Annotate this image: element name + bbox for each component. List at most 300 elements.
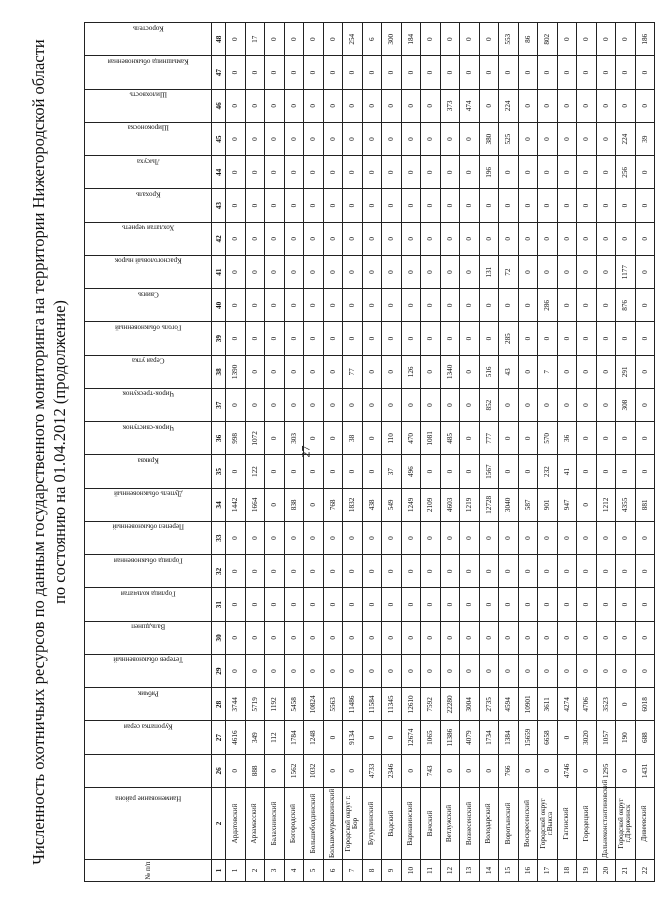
count-cell: 3020 xyxy=(577,721,597,754)
count-cell: 0 xyxy=(265,522,285,555)
count-cell: 0 xyxy=(518,522,538,555)
count-cell: 7 xyxy=(538,355,558,388)
column-number: 27 xyxy=(212,721,226,754)
count-cell: 0 xyxy=(226,555,246,588)
count-cell: 4733 xyxy=(362,754,382,787)
count-cell: 0 xyxy=(245,322,265,355)
count-cell: 0 xyxy=(460,123,480,156)
count-cell: 0 xyxy=(460,754,480,787)
count-cell: 0 xyxy=(616,89,636,122)
district-name: Городецкий xyxy=(577,788,597,860)
count-cell: 86 xyxy=(518,23,538,57)
count-cell: 768 xyxy=(323,488,343,521)
count-cell: 0 xyxy=(323,555,343,588)
count-cell: 0 xyxy=(304,23,324,57)
count-cell: 0 xyxy=(460,23,480,57)
count-cell: 308 xyxy=(616,389,636,422)
row-number: 4 xyxy=(284,860,304,882)
header-species xyxy=(85,290,212,355)
count-cell: 0 xyxy=(362,422,382,455)
header-species xyxy=(85,689,212,754)
count-cell: 349 xyxy=(245,721,265,754)
table-row xyxy=(616,23,636,882)
count-cell: 0 xyxy=(284,355,304,388)
count-cell: 0 xyxy=(304,389,324,422)
count-cell: 0 xyxy=(323,422,343,455)
count-cell: 0 xyxy=(323,455,343,488)
count-cell: 0 xyxy=(421,89,441,122)
count-cell: 0 xyxy=(596,222,616,255)
count-cell: 1057 xyxy=(596,721,616,754)
page-content xyxy=(20,22,649,882)
count-cell: 3040 xyxy=(499,488,519,521)
count-cell: 0 xyxy=(421,56,441,89)
column-number: 46 xyxy=(212,89,226,122)
table-row xyxy=(304,23,324,882)
count-cell: 0 xyxy=(401,322,421,355)
count-cell: 0 xyxy=(479,588,499,621)
district-name: Городской округ г. Бор xyxy=(343,788,363,860)
count-cell: 43 xyxy=(499,355,519,388)
count-cell: 9134 xyxy=(343,721,363,754)
count-cell: 0 xyxy=(362,621,382,654)
count-cell: 0 xyxy=(596,355,616,388)
count-cell: 0 xyxy=(635,389,655,422)
count-cell: 0 xyxy=(635,555,655,588)
table-row xyxy=(362,23,382,882)
count-cell: 0 xyxy=(557,256,577,289)
district-name: Володарский xyxy=(479,788,499,860)
header-species-label: Тетерев обыкновенный xyxy=(113,655,183,664)
count-cell: 17 xyxy=(245,23,265,57)
count-cell: 0 xyxy=(421,522,441,555)
header-species xyxy=(85,123,212,189)
count-cell: 11486 xyxy=(343,688,363,721)
count-cell: 0 xyxy=(596,455,616,488)
count-cell: 0 xyxy=(343,189,363,222)
header-species xyxy=(85,223,212,289)
count-cell: 947 xyxy=(557,488,577,521)
count-cell: 0 xyxy=(518,422,538,455)
count-cell: 0 xyxy=(265,588,285,621)
count-cell: 0 xyxy=(226,289,246,322)
count-cell: 0 xyxy=(284,189,304,222)
count-cell: 0 xyxy=(538,222,558,255)
count-cell: 0 xyxy=(226,655,246,688)
header-species xyxy=(85,157,212,222)
count-cell: 0 xyxy=(440,621,460,654)
count-cell: 0 xyxy=(382,588,402,621)
count-cell: 2109 xyxy=(421,488,441,521)
count-cell: 1390 xyxy=(226,355,246,388)
header-species-label: Коростель xyxy=(132,24,164,32)
count-cell: 0 xyxy=(596,655,616,688)
count-cell: 0 xyxy=(499,455,519,488)
count-cell: 0 xyxy=(226,621,246,654)
count-cell: 1340 xyxy=(440,355,460,388)
count-cell: 4594 xyxy=(499,688,519,721)
count-cell: 36 xyxy=(557,422,577,455)
count-cell: 0 xyxy=(245,389,265,422)
header-species-label: Горлица обыкновенная xyxy=(113,556,183,564)
table-row xyxy=(518,23,538,882)
count-cell: 5458 xyxy=(284,688,304,721)
count-cell: 516 xyxy=(479,355,499,388)
header-species-label: Куропатка серая xyxy=(123,722,173,731)
header-species xyxy=(85,389,212,455)
count-cell: 0 xyxy=(440,23,460,57)
count-cell: 110 xyxy=(382,422,402,455)
count-cell: 303 xyxy=(284,422,304,455)
count-cell: 0 xyxy=(557,289,577,322)
count-cell: 0 xyxy=(226,56,246,89)
count-cell: 0 xyxy=(226,89,246,122)
header-species-label: Рябчик xyxy=(137,689,159,697)
count-cell: 0 xyxy=(343,655,363,688)
count-cell: 0 xyxy=(245,555,265,588)
count-cell: 0 xyxy=(323,56,343,89)
count-cell: 0 xyxy=(577,355,597,388)
count-cell: 0 xyxy=(382,56,402,89)
count-cell: 0 xyxy=(421,355,441,388)
count-cell: 0 xyxy=(421,289,441,322)
count-cell: 0 xyxy=(343,588,363,621)
count-cell: 12610 xyxy=(401,688,421,721)
district-name: Вадский xyxy=(382,788,402,860)
count-cell: 0 xyxy=(226,256,246,289)
header-species-label: Лысуха xyxy=(136,157,160,165)
row-number: 19 xyxy=(577,860,597,882)
count-cell: 6 xyxy=(362,23,382,57)
count-cell: 0 xyxy=(440,455,460,488)
count-cell: 0 xyxy=(362,189,382,222)
count-cell: 0 xyxy=(265,222,285,255)
column-number: 41 xyxy=(212,256,226,289)
count-cell: 0 xyxy=(284,322,304,355)
district-name: Арзамасский xyxy=(245,788,265,860)
count-cell: 0 xyxy=(557,588,577,621)
count-cell: 0 xyxy=(616,621,636,654)
count-cell: 0 xyxy=(577,555,597,588)
table-row xyxy=(401,23,421,882)
count-cell: 0 xyxy=(284,655,304,688)
count-cell: 0 xyxy=(304,322,324,355)
count-cell: 0 xyxy=(265,555,285,588)
district-name: Большеболдинский xyxy=(304,788,324,860)
count-cell: 0 xyxy=(421,156,441,189)
count-cell: 0 xyxy=(343,555,363,588)
count-cell: 0 xyxy=(362,123,382,156)
header-species-label: Гоголь обыкновенный xyxy=(114,323,182,332)
count-cell: 0 xyxy=(362,222,382,255)
count-cell: 0 xyxy=(479,621,499,654)
count-cell: 0 xyxy=(382,123,402,156)
row-number: 15 xyxy=(499,860,519,882)
count-cell: 0 xyxy=(382,156,402,189)
count-cell: 0 xyxy=(479,23,499,57)
count-cell: 496 xyxy=(401,455,421,488)
district-name: Богородский xyxy=(284,788,304,860)
count-cell: 0 xyxy=(499,422,519,455)
count-cell: 0 xyxy=(421,23,441,57)
count-cell: 0 xyxy=(226,588,246,621)
count-cell: 0 xyxy=(284,56,304,89)
count-cell: 10824 xyxy=(304,688,324,721)
count-cell: 0 xyxy=(538,621,558,654)
count-cell: 438 xyxy=(362,488,382,521)
count-cell: 0 xyxy=(284,89,304,122)
count-cell: 0 xyxy=(557,355,577,388)
count-cell: 876 xyxy=(616,289,636,322)
count-cell: 0 xyxy=(577,655,597,688)
count-cell: 0 xyxy=(382,655,402,688)
column-number: 38 xyxy=(212,355,226,388)
count-cell: 0 xyxy=(245,289,265,322)
count-cell: 0 xyxy=(440,189,460,222)
count-cell: 0 xyxy=(616,56,636,89)
count-cell: 131 xyxy=(479,256,499,289)
count-cell: 0 xyxy=(304,522,324,555)
count-cell: 6018 xyxy=(635,688,655,721)
count-cell: 0 xyxy=(596,156,616,189)
column-number: 32 xyxy=(212,555,226,588)
count-cell: 0 xyxy=(557,222,577,255)
count-cell: 0 xyxy=(284,455,304,488)
count-cell: 0 xyxy=(616,688,636,721)
count-cell: 1734 xyxy=(479,721,499,754)
count-cell: 0 xyxy=(362,156,382,189)
count-cell: 0 xyxy=(557,322,577,355)
count-cell: 0 xyxy=(596,322,616,355)
count-cell: 0 xyxy=(343,455,363,488)
count-cell: 0 xyxy=(460,555,480,588)
count-cell: 0 xyxy=(518,189,538,222)
count-cell: 0 xyxy=(460,189,480,222)
count-cell: 0 xyxy=(304,89,324,122)
table-body xyxy=(226,23,655,882)
row-number: 9 xyxy=(382,860,402,882)
count-cell: 0 xyxy=(518,655,538,688)
count-cell: 777 xyxy=(479,422,499,455)
column-number: 2 xyxy=(212,788,226,860)
header-species-label: Горлица кольчатая xyxy=(120,589,176,598)
count-cell: 5719 xyxy=(245,688,265,721)
count-cell: 0 xyxy=(284,156,304,189)
count-cell: 587 xyxy=(518,488,538,521)
header-species xyxy=(85,24,212,89)
count-cell: 0 xyxy=(265,488,285,521)
page-number: 27 xyxy=(298,445,313,458)
count-cell: 291 xyxy=(616,355,636,388)
count-cell: 1219 xyxy=(460,488,480,521)
count-cell: 0 xyxy=(557,123,577,156)
count-cell: 0 xyxy=(577,23,597,57)
count-cell: 0 xyxy=(440,588,460,621)
count-cell: 0 xyxy=(323,256,343,289)
row-number: 10 xyxy=(401,860,421,882)
count-cell: 0 xyxy=(401,555,421,588)
count-cell: 0 xyxy=(518,754,538,787)
count-cell: 0 xyxy=(479,56,499,89)
count-cell: 0 xyxy=(479,655,499,688)
count-cell: 0 xyxy=(538,89,558,122)
row-number: 11 xyxy=(421,860,441,882)
count-cell: 0 xyxy=(265,389,285,422)
count-cell: 852 xyxy=(479,389,499,422)
count-cell: 126 xyxy=(401,355,421,388)
count-cell: 0 xyxy=(304,289,324,322)
count-cell: 0 xyxy=(538,389,558,422)
header-species-label: Чирок-свистунок xyxy=(122,423,174,431)
count-cell: 0 xyxy=(226,322,246,355)
count-cell: 1295 xyxy=(596,754,616,787)
count-cell: 0 xyxy=(499,389,519,422)
wildlife-count-table xyxy=(84,22,655,882)
count-cell: 0 xyxy=(596,256,616,289)
count-cell: 0 xyxy=(304,355,324,388)
count-cell: 0 xyxy=(284,522,304,555)
table-row xyxy=(635,23,655,882)
count-cell: 0 xyxy=(616,754,636,787)
count-cell: 553 xyxy=(499,23,519,57)
count-cell: 0 xyxy=(577,156,597,189)
count-cell: 0 xyxy=(518,355,538,388)
count-cell: 0 xyxy=(460,56,480,89)
count-cell: 0 xyxy=(323,588,343,621)
column-number: 30 xyxy=(212,621,226,654)
count-cell: 0 xyxy=(616,322,636,355)
count-cell: 0 xyxy=(226,189,246,222)
count-cell: 0 xyxy=(362,56,382,89)
count-cell: 0 xyxy=(304,256,324,289)
count-cell: 0 xyxy=(616,655,636,688)
count-cell: 0 xyxy=(577,422,597,455)
column-number: 48 xyxy=(212,23,226,57)
count-cell: 196 xyxy=(479,156,499,189)
count-cell: 1212 xyxy=(596,488,616,521)
count-cell: 0 xyxy=(479,189,499,222)
count-cell: 0 xyxy=(479,322,499,355)
count-cell: 0 xyxy=(323,89,343,122)
count-cell: 0 xyxy=(382,256,402,289)
count-cell: 0 xyxy=(265,289,285,322)
count-cell: 0 xyxy=(284,222,304,255)
count-cell: 0 xyxy=(265,355,285,388)
count-cell: 0 xyxy=(479,522,499,555)
count-cell: 0 xyxy=(479,89,499,122)
count-cell: 0 xyxy=(557,555,577,588)
table-row xyxy=(245,23,265,882)
count-cell: 0 xyxy=(460,621,480,654)
count-cell: 0 xyxy=(284,23,304,57)
count-cell: 190 xyxy=(616,721,636,754)
count-cell: 0 xyxy=(518,56,538,89)
count-cell: 0 xyxy=(245,355,265,388)
count-cell: 0 xyxy=(284,389,304,422)
count-cell: 0 xyxy=(577,89,597,122)
count-cell: 0 xyxy=(226,156,246,189)
count-cell: 0 xyxy=(577,322,597,355)
count-cell: 0 xyxy=(577,189,597,222)
count-cell: 72 xyxy=(499,256,519,289)
row-number: 6 xyxy=(323,860,343,882)
count-cell: 0 xyxy=(421,555,441,588)
title-line-1: Численность охотничьих ресурсов по данным государственного мониторинга на территории Нижегородской области xyxy=(29,39,48,865)
count-cell: 0 xyxy=(596,189,616,222)
count-cell: 0 xyxy=(538,322,558,355)
count-cell: 901 xyxy=(538,488,558,521)
count-cell: 0 xyxy=(343,222,363,255)
count-cell: 0 xyxy=(362,522,382,555)
count-cell: 224 xyxy=(616,123,636,156)
district-name: Варнавинский xyxy=(401,788,421,860)
count-cell: 0 xyxy=(499,588,519,621)
count-cell: 0 xyxy=(265,189,285,222)
count-cell: 286 xyxy=(538,289,558,322)
count-cell: 0 xyxy=(635,156,655,189)
count-cell: 0 xyxy=(596,588,616,621)
count-cell: 0 xyxy=(323,522,343,555)
count-cell: 1072 xyxy=(245,422,265,455)
count-cell: 0 xyxy=(596,389,616,422)
header-species-label: Серая утка xyxy=(131,356,165,365)
count-cell: 0 xyxy=(382,389,402,422)
count-cell: 0 xyxy=(635,655,655,688)
count-cell: 0 xyxy=(557,23,577,57)
column-number: 33 xyxy=(212,522,226,555)
count-cell: 3611 xyxy=(538,688,558,721)
count-cell: 0 xyxy=(577,588,597,621)
header-species-label: Чирок-трескунок xyxy=(122,389,174,398)
count-cell: 0 xyxy=(635,355,655,388)
count-cell: 0 xyxy=(343,123,363,156)
count-cell: 0 xyxy=(265,156,285,189)
count-cell: 0 xyxy=(557,189,577,222)
table-row xyxy=(479,23,499,882)
count-cell: 12674 xyxy=(401,721,421,754)
count-cell: 0 xyxy=(382,355,402,388)
count-cell: 0 xyxy=(596,621,616,654)
count-cell: 570 xyxy=(538,422,558,455)
count-cell: 0 xyxy=(518,289,538,322)
count-cell: 0 xyxy=(616,23,636,57)
count-cell: 0 xyxy=(577,123,597,156)
count-cell: 0 xyxy=(499,555,519,588)
count-cell: 0 xyxy=(635,56,655,89)
count-cell: 0 xyxy=(343,621,363,654)
count-cell: 186 xyxy=(635,23,655,57)
count-cell: 0 xyxy=(518,389,538,422)
count-cell: 1567 xyxy=(479,455,499,488)
count-cell: 0 xyxy=(362,322,382,355)
count-cell: 0 xyxy=(401,621,421,654)
count-cell: 1081 xyxy=(421,422,441,455)
count-cell: 0 xyxy=(557,89,577,122)
count-cell: 0 xyxy=(616,189,636,222)
count-cell: 0 xyxy=(596,89,616,122)
count-cell: 0 xyxy=(440,222,460,255)
count-cell: 0 xyxy=(499,222,519,255)
count-cell: 0 xyxy=(577,621,597,654)
count-cell: 22280 xyxy=(440,688,460,721)
count-cell: 0 xyxy=(460,222,480,255)
count-cell: 0 xyxy=(616,522,636,555)
count-cell: 0 xyxy=(577,222,597,255)
count-cell: 470 xyxy=(401,422,421,455)
count-cell: 0 xyxy=(343,289,363,322)
count-cell: 0 xyxy=(538,522,558,555)
header-district-name xyxy=(85,788,212,860)
